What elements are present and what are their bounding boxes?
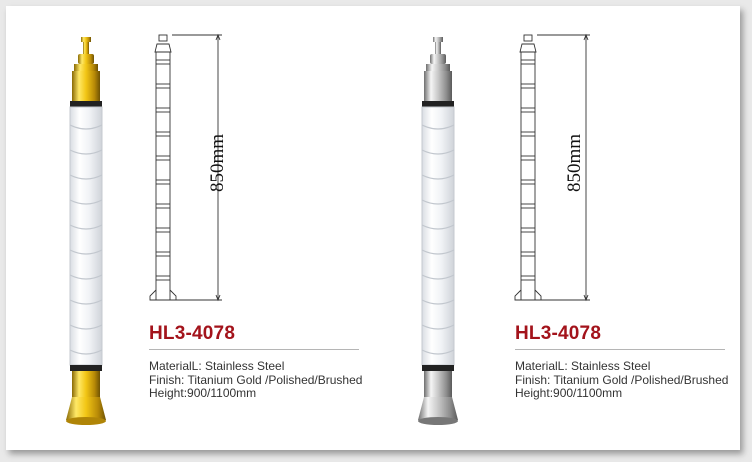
spec-list	[149, 360, 362, 401]
spec-list	[515, 360, 728, 401]
spec-finish: Finish: Titanium Gold /Polished/Brushed	[149, 372, 363, 387]
product-model-title: HL3-4078	[149, 323, 236, 344]
spec-material: MaterialL: Stainless Steel	[149, 359, 285, 373]
divider	[149, 349, 359, 350]
spec-finish: Finish: Titanium Gold /Polished/Brushed	[515, 372, 729, 387]
spec-height: Height:900/1100mm	[149, 386, 257, 400]
divider	[515, 349, 725, 350]
product-model-title: HL3-4078	[515, 323, 602, 344]
dimension-label: 850mm	[207, 133, 228, 193]
dimension-label: 850mm	[564, 133, 585, 193]
spec-material: MaterialL: Stainless Steel	[515, 359, 651, 373]
spec-height: Height:900/1100mm	[515, 386, 623, 400]
